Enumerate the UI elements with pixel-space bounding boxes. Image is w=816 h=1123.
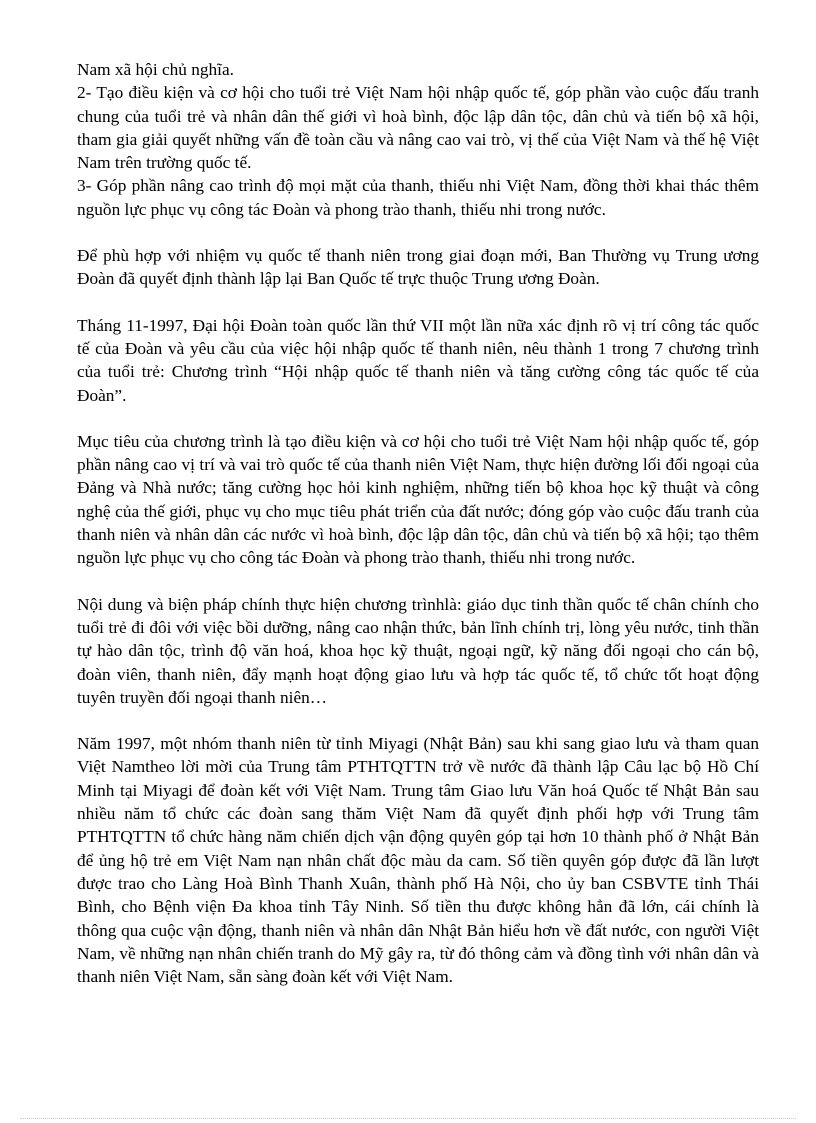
paragraph-item-2: 2- Tạo điều kiện và cơ hội cho tuổi trẻ Việt Nam hội nhập quốc tế, góp phần vào cuộc đấu tranh chung của tuổi trẻ và nhân dân thế giới vì hoà bình, độc lập dân tộc, dân chủ và tiến bộ xã hội, tham gia giải quyết những vấn đề toàn cầu và nâng cao vai trò, vị thế của Việt Nam và thế hệ Việt Nam trên trường quốc tế. xyxy=(77,83,759,173)
paragraph-item-3: 3- Góp phần nâng cao trình độ mọi mặt của thanh, thiếu nhi Việt Nam, đồng thời khai thác thêm nguồn lực phục vụ công tác Đoàn và phong trào thanh, thiếu nhi trong nước. xyxy=(77,176,759,219)
page-bottom-divider xyxy=(20,1118,796,1119)
paragraph-miyagi: Năm 1997, một nhóm thanh niên từ tỉnh Miyagi (Nhật Bản) sau khi sang giao lưu và tham quan Việt Namtheo lời mời của Trung tâm PTHTQTTN trở về nước đã thành lập Câu lạc bộ Hồ Chí Minh tại Miyagi để đoàn kết với Việt Nam. Trung tâm Giao lưu Văn hoá Quốc tế Nhật Bản sau nhiều năm tổ chức các đoàn sang thăm Việt Nam đã quyết định phối hợp với Trung tâm PTHTQTTN tổ chức hàng năm chiến dịch vận động quyên góp tại hơn 10 thành phố ở Nhật Bản để ủng hộ trẻ em Việt Nam nạn nhân chất độc màu da cam. Số tiền quyên góp được đã lần lượt được trao cho Làng Hoà Bình Thanh Xuân, thành phố Hà Nội, cho ủy ban CSBVTE tỉnh Thái Bình, cho Bệnh viện Đa khoa tỉnh Tây Ninh. Số tiền thu được không hẳn đã lớn, cái chính là thông qua cuộc vận động, thanh niên và nhân dân Nhật Bản hiểu hơn về đất nước, con người Việt Nam, về những nạn nhân chiến tranh do Mỹ gây ra, từ đó thông cảm và đồng tình với nhân dân và thanh niên Việt Nam, sẵn sàng đoàn kết với Việt Nam. xyxy=(77,734,759,987)
paragraph-dai-hoi-1997: Tháng 11-1997, Đại hội Đoàn toàn quốc lần thứ VII một lần nữa xác định rõ vị trí công tác quốc tế của Đoàn và yêu cầu của việc hội nhập quốc tế thanh niên, nêu thành 1 trong 7 chương trình của tuổi trẻ: Chương trình “Hội nhập quốc tế thanh niên và tăng cường công tác quốc tế của Đoàn”. xyxy=(77,315,759,405)
paragraph-ban-quoc-te: Để phù hợp với nhiệm vụ quốc tế thanh niên trong giai đoạn mới, Ban Thường vụ Trung ương Đoàn đã quyết định thành lập lại Ban Quốc tế trực thuộc Trung ương Đoàn. xyxy=(77,246,759,289)
paragraph-muc-tieu: Mục tiêu của chương trình là tạo điều kiện và cơ hội cho tuổi trẻ Việt Nam hội nhập quốc tế, góp phần nâng cao vị trí và vai trò quốc tế của thanh niên Việt Nam, thực hiện đường lối đối ngoại của Đảng và Nhà nước; tăng cường học hỏi kinh nghiệm, những tiến bộ khoa học kỹ thuật và công nghệ của thế giới, phục vụ cho mục tiêu phát triển của đất nước; đóng góp vào cuộc đấu tranh của thanh niên và nhân dân các nước vì hoà bình, độc lập dân tộc, dân chủ và tiến bộ xã hội; tạo thêm nguồn lực phục vụ cho công tác Đoàn và phong trào thanh, thiếu nhi trong nước. xyxy=(77,431,759,568)
document-page xyxy=(77,58,759,988)
paragraph-noi-dung: Nội dung và biện pháp chính thực hiện chương trìnhlà: giáo dục tinh thần quốc tế chân chính cho tuổi trẻ đi đôi với việc bồi dưỡng, nâng cao nhận thức, bản lĩnh chính trị, lòng yêu nước, tinh thần tự hào dân tộc, trình độ văn hoá, khoa học kỹ thuật, ngoại ngữ, kỹ năng đối ngoại cho cán bộ, đoàn viên, thanh niên, đẩy mạnh hoạt động giao lưu và hợp tác quốc tế, tổ chức tốt hoạt động tuyên truyền đối ngoại thanh niên… xyxy=(77,594,759,707)
paragraph-continuation: Nam xã hội chủ nghĩa. xyxy=(77,60,234,79)
